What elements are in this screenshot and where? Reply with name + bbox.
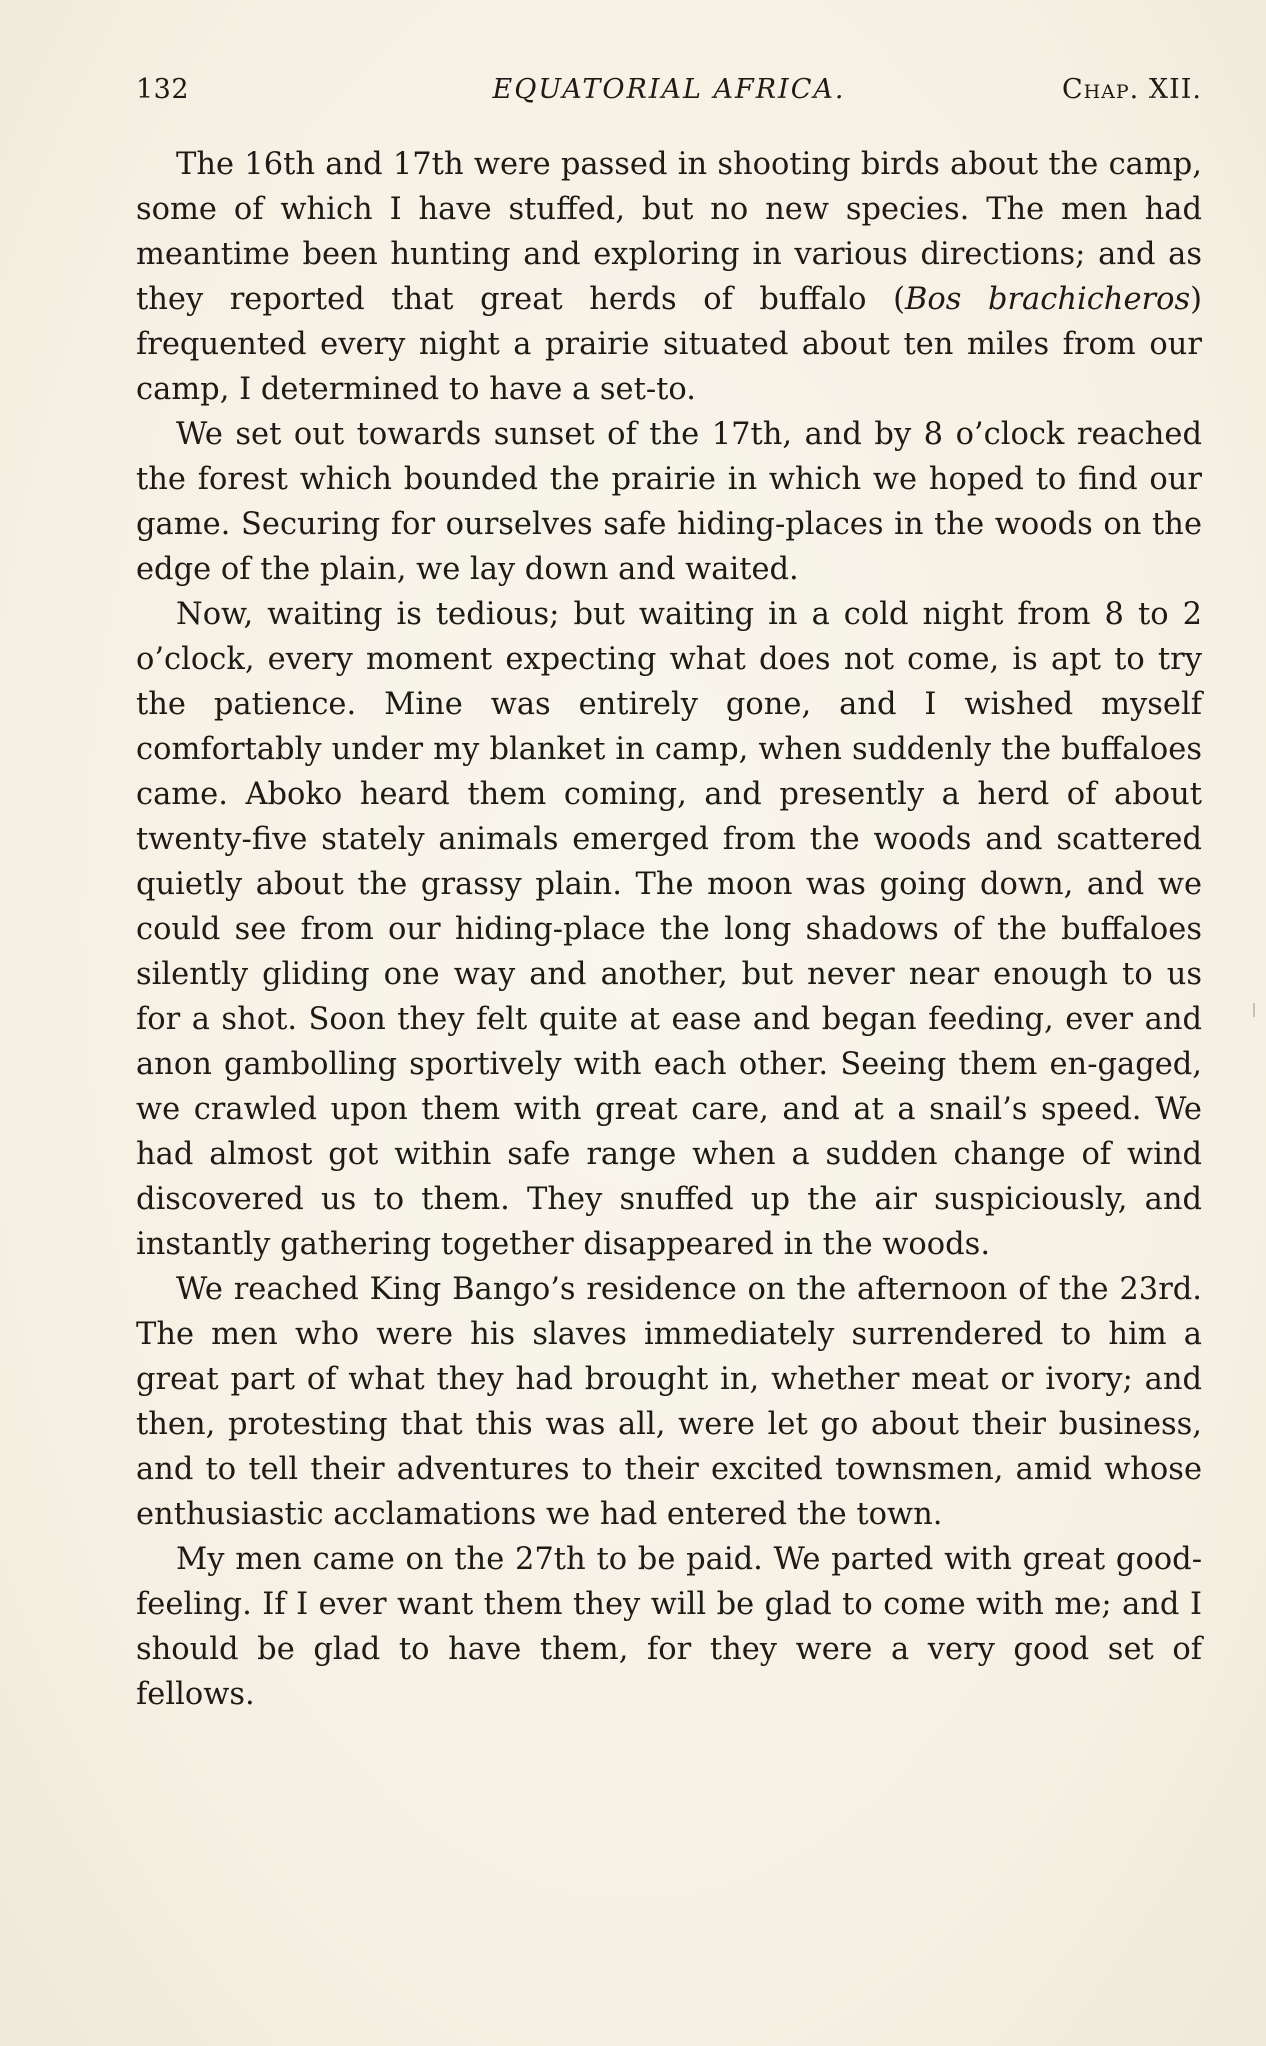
running-header [136, 74, 1202, 114]
body-text [136, 142, 1202, 1717]
paragraph-1-text-end: ) frequented every night a prairie situated about ten miles from our camp, I determined to have a set-to. [136, 282, 1202, 407]
paragraph-1 [136, 142, 1202, 412]
book-title: EQUATORIAL AFRICA. [492, 74, 846, 105]
paragraph-3: Now, waiting is tedious; but waiting in a cold night from 8 to 2 o’clock, every moment expecting what does not come, is apt to try the patience. Mine was entirely gone, and I wished myself comfortably under my blanket in camp, when suddenly the buffaloes came. Aboko heard them coming, and presently a herd of about twenty-five stately animals emerged from the woods and scattered quietly about the grassy plain. The moon was going down, and we could see from our hiding-place the long shadows of the buffaloes silently gliding one way and another, but never near enough to us for a shot. Soon they felt quite at ease and began feeding, ever and anon gambolling sportively with each other. Seeing them en-gaged, we crawled upon them with great care, and at a snail’s speed. We had almost got within safe range when a sudden change of wind discovered us to them. They snuffed up the air suspiciously, and instantly gathering together disappeared in the woods. [136, 597, 1202, 1262]
paragraph-5: My men came on the 27th to be paid. We parted with great good-feeling. If I ever want them they will be glad to come with me; and I should be glad to have them, for they were a very good set of fellows. [136, 1542, 1202, 1712]
page-number: 132 [136, 74, 190, 105]
paragraph-2: We set out towards sunset of the 17th, and by 8 o’clock reached the forest which bounded the prairie in which we hoped to find our game. Securing for ourselves safe hiding-places in the woods on the edge of the plain, we lay down and waited. [136, 417, 1202, 587]
chapter-label: Chap. XII. [1061, 74, 1202, 105]
paragraph-1-text-start: The 16th and 17th were passed in shooting birds about the camp, some of which I have stuffed, but no new species. The men had meantime been hunting and exploring in various directions; and as they reported that great herds of buffalo ( [136, 147, 1202, 317]
species-name-italic: Bos brachicheros [904, 282, 1191, 317]
margin-mark [1253, 1003, 1255, 1017]
paragraph-4: We reached King Bango’s residence on the afternoon of the 23rd. The men who were his slaves immediately surrendered to him a great part of what they had brought in, whether meat or ivory; and then, protesting that this was all, were let go about their business, and to tell their adventures to their excited townsmen, amid whose enthusiastic acclamations we had entered the town. [136, 1272, 1202, 1532]
